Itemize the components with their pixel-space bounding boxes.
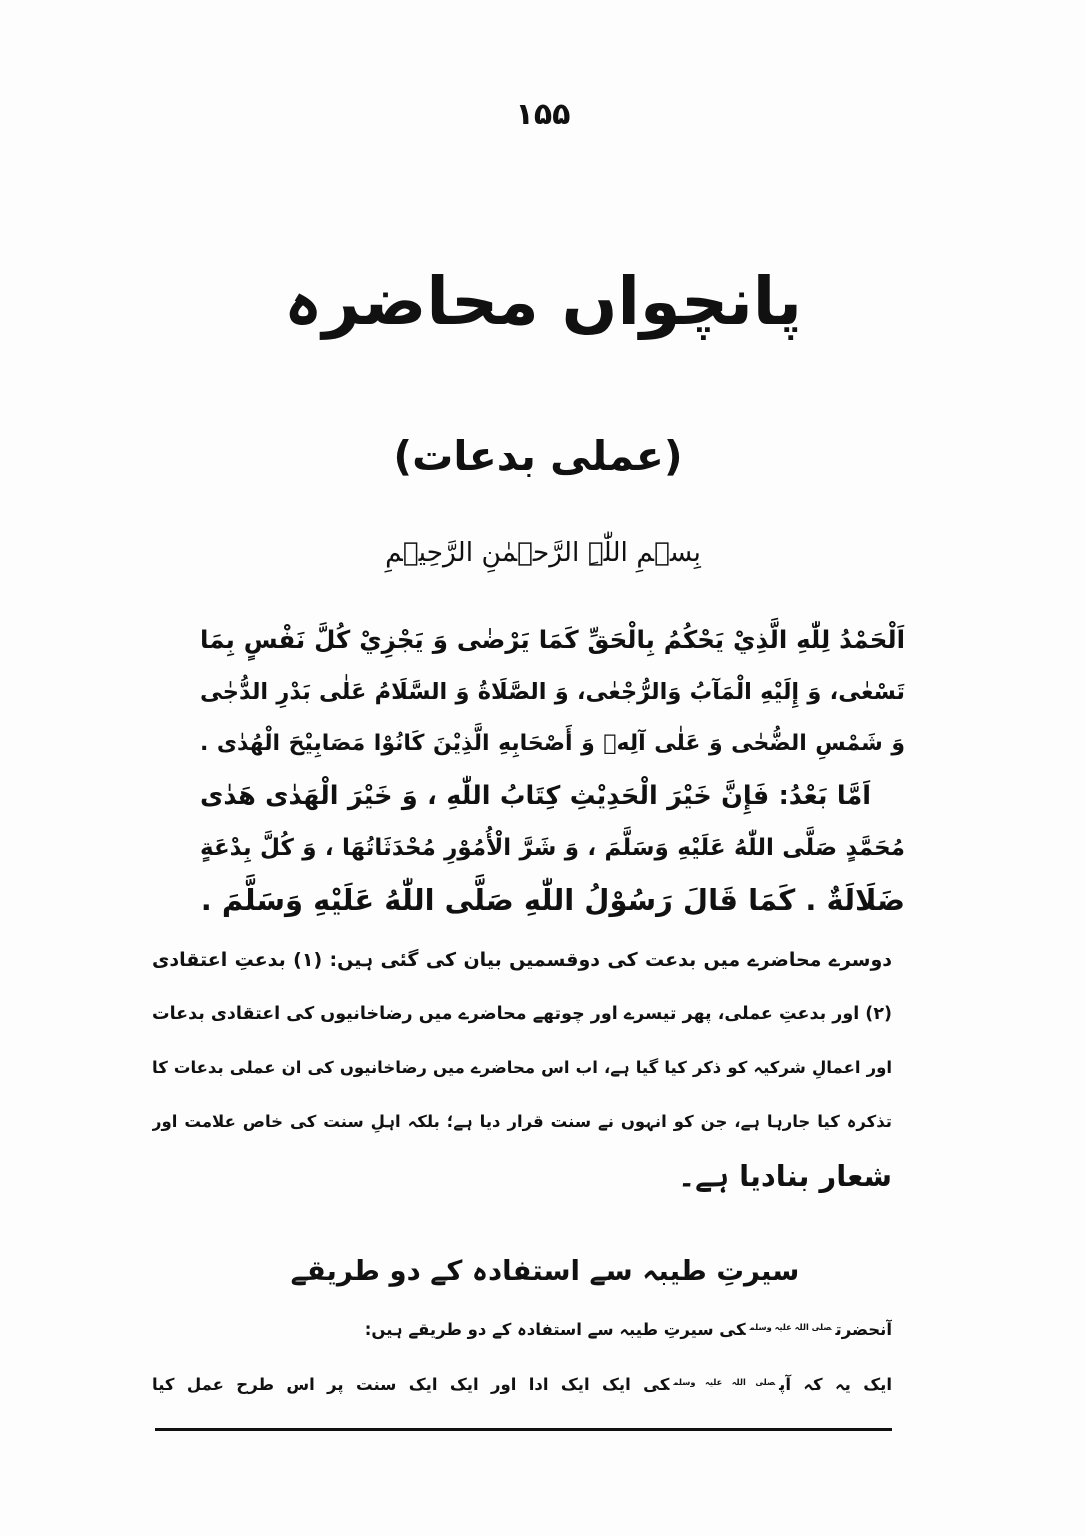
urdu-line: شعار بنادیا ہے۔ bbox=[678, 1159, 892, 1193]
honorific-calligraphy: صلی اللہ علیہ وسلم bbox=[749, 1322, 832, 1333]
arabic-line: مُحَمَّدٍ صَلَّى اللّٰهُ عَلَيْهِ وَسَلَّمَ ، وَ شَرَّ الْأُمُوْرِ مُحْدَثَاتُهَا ، وَ كُلَّ بِدْعَةٍ bbox=[200, 835, 905, 861]
urdu-line: تذکرہ کیا جارہا ہے، جن کو انہوں نے سنت قرار دیا ہے؛ بلکہ اہلِ سنت کی خاص علامت اور bbox=[152, 1112, 892, 1131]
arabic-line: اَمَّا بَعْدُ: فَإِنَّ خَيْرَ الْحَدِيْثِ كِتَابُ اللّٰهِ ، وَ خَيْرَ الْهَدٰى هَدٰى bbox=[200, 781, 871, 811]
section-line-text: کی ایک ایک ادا اور ایک ایک سنت پر اس طرح عمل کیا bbox=[152, 1375, 670, 1394]
section-line bbox=[152, 1359, 892, 1411]
footer-divider bbox=[155, 1428, 892, 1431]
arabic-line: تَسْعٰى، وَ إِلَيْهِ الْمَآبُ وَالرُّجْعٰى، وَ الصَّلَاةُ وَ السَّلَامُ عَلٰى بَدْرِ الدُّجٰى bbox=[200, 679, 905, 705]
section-line-text: آنحضرت bbox=[835, 1320, 892, 1339]
urdu-line: (۲) اور بدعتِ عملی، پھر تیسرے اور چوتھے محاضرے میں رضاخانیوں کی اعتقادی بدعات bbox=[152, 1004, 892, 1024]
chapter-subtitle: (عملی بدعات) bbox=[393, 432, 683, 480]
urdu-line: دوسرے محاضرے میں بدعت کی دوقسمیں بیان کی گئی ہیں: (۱) بدعتِ اعتقادی bbox=[152, 949, 892, 971]
urdu-line: اور اعمالِ شرکیہ کو ذکر کیا گیا ہے، اب اس محاضرے میں رضاخانیوں کی ان عملی بدعات کا bbox=[152, 1058, 892, 1077]
arabic-line: ضَلَالَةٌ . كَمَا قَالَ رَسُوْلُ اللّٰهِ صَلَّى اللّٰهُ عَلَيْهِ وَسَلَّمَ . bbox=[200, 883, 905, 917]
bismillah-calligraphy: بِسۡمِ اللّٰہِ الرَّحۡمٰنِ الرَّحِیۡمِ bbox=[385, 537, 701, 568]
page-number: ۱۵۵ bbox=[515, 97, 571, 132]
section-line-text: کی سیرتِ طیبہ سے استفادہ کے دو طریقے ہیں: bbox=[364, 1320, 746, 1339]
section-heading: سیرتِ طیبہ سے استفادہ کے دو طریقے bbox=[290, 1255, 800, 1287]
chapter-title: پانچواں محاضرہ bbox=[284, 264, 802, 340]
section-line-text: ایک یہ کہ آپ bbox=[779, 1375, 892, 1394]
arabic-line: وَ شَمْسِ الضُّحٰى وَ عَلٰى آلِهٖ وَ أَصْحَابِهِ الَّذِيْنَ كَانُوْا مَصَابِيْحَ الْهُدٰى . bbox=[200, 731, 905, 756]
section-line bbox=[152, 1304, 892, 1356]
honorific-calligraphy: صلی اللہ علیہ وسلم bbox=[673, 1377, 776, 1388]
arabic-line: اَلْحَمْدُ لِلّٰهِ الَّذِيْ يَحْكُمُ بِالْحَقِّ كَمَا يَرْضٰى وَ يَجْزِيْ كُلَّ نَفْسٍ بِمَا bbox=[200, 625, 905, 654]
